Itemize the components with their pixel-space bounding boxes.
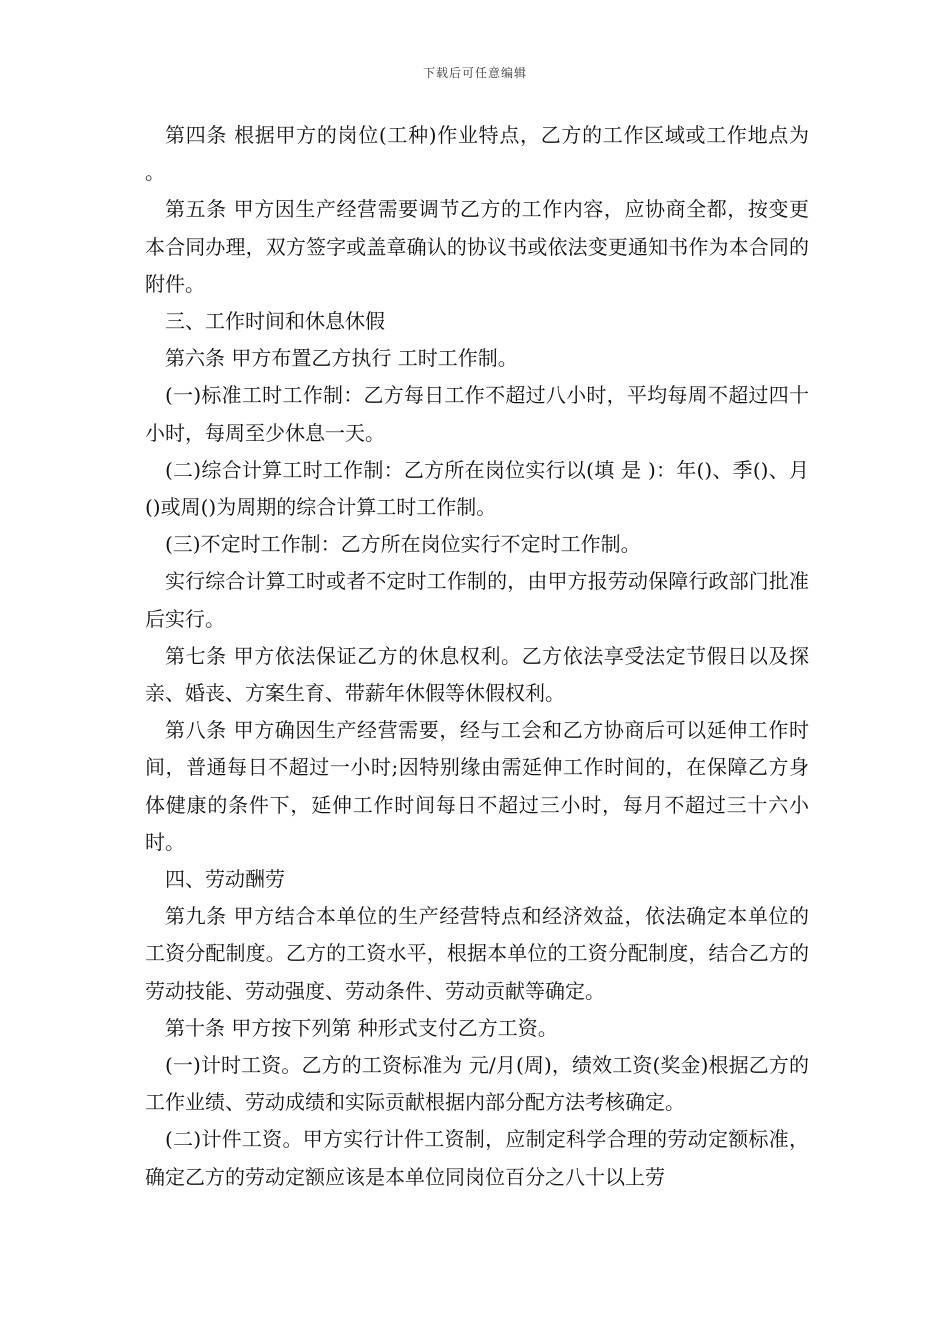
clause-5: 第五条 甲方因生产经营需要调节乙方的工作内容，应协商全都，按变更本合同办理，双方签字或盖章确认的协议书或依法变更通知书作为本合同的附件。 — [145, 197, 809, 296]
section-heading-remuneration: 四、劳动酬劳 — [165, 867, 285, 892]
clause-6-item-1: (一)标准工时工作制：乙方每日工作不超过八小时，平均每周不超过四十小时，每周至少休息一天。 — [145, 383, 809, 445]
clause-6-item-3: (三)不定时工作制：乙方所在岗位实行不定时工作制。 — [165, 532, 641, 557]
document-body — [145, 117, 809, 1196]
clause-6-item-2: (二)综合计算工时工作制：乙方所在岗位实行以(填 是 )：年()、季()、月()或周()为周期的综合计算工时工作制。 — [145, 457, 809, 520]
section-heading-work-time: 三、工作时间和休息休假 — [165, 309, 385, 334]
clause-6: 第六条 甲方布置乙方执行 工时工作制。 — [165, 346, 518, 371]
clause-10-item-1: (一)计时工资。乙方的工资标准为 元/月(周)，绩效工资(奖金)根据乙方的工作业绩、劳动成绩和实际贡献根据内部分配方法考核确定。 — [145, 1053, 809, 1115]
page-header-note: 下载后可任意编辑 — [422, 66, 527, 80]
clause-9: 第九条 甲方结合本单位的生产经营特点和经济效益，依法确定本单位的工资分配制度。乙方的工资水平，根据本单位的工资分配制度，结合乙方的劳动技能、劳动强度、劳动条件、劳动贡献等确定。 — [145, 904, 809, 1003]
clause-6-note: 实行综合计算工时或者不定时工作制的，由甲方报劳动保障行政部门批准后实行。 — [145, 569, 809, 631]
clause-10: 第十条 甲方按下列第 种形式支付乙方工资。 — [165, 1015, 558, 1040]
clause-4: 第四条 根据甲方的岗位(工种)作业特点，乙方的工作区域或工作地点为 。 — [145, 123, 809, 185]
clause-7: 第七条 甲方依法保证乙方的休息权利。乙方依法享受法定节假日以及探亲、婚丧、方案生育、带薪年休假等休假权利。 — [145, 643, 809, 706]
clause-10-item-2: (二)计件工资。甲方实行计件工资制，应制定科学合理的劳动定额标准，确定乙方的劳动定额应该是本单位同岗位百分之八十以上劳 — [145, 1127, 809, 1189]
clause-8: 第八条 甲方确因生产经营需要，经与工会和乙方协商后可以延伸工作时间，普通每日不超过一小时;因特别缘由需延伸工作时间的，在保障乙方身体健康的条件下，延伸工作时间每日不超过三小时，每月不超过三十六小时。 — [145, 718, 809, 854]
